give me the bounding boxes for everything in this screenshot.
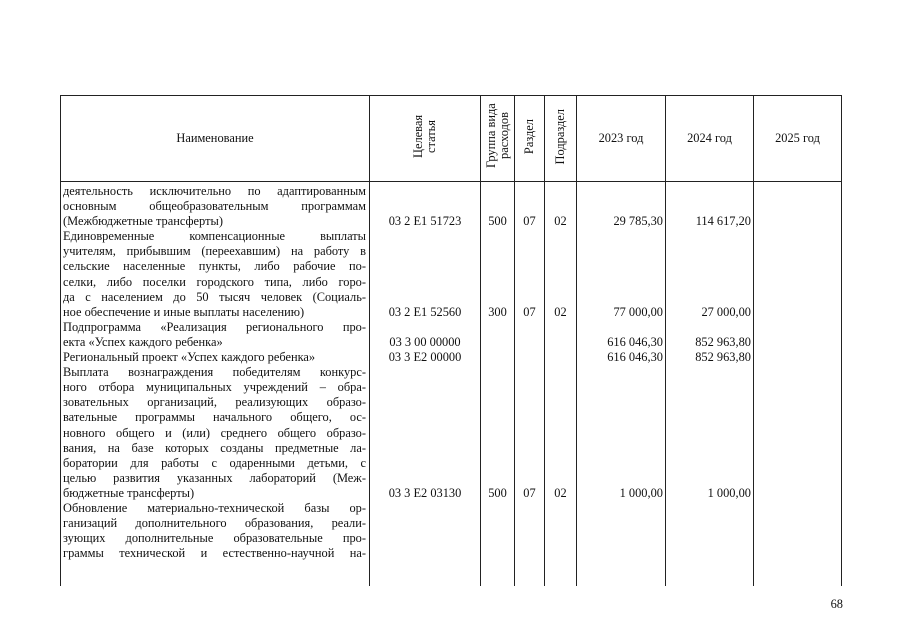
cell-y2023 — [577, 259, 663, 274]
cell-y2024 — [666, 426, 751, 441]
cell-subsection — [545, 290, 576, 305]
row-name-line: зовательных организаций, реализующих образо- — [63, 395, 366, 410]
row-name-line: вательные программы начального общего, ос- — [63, 410, 366, 425]
cell-subsection — [545, 441, 576, 456]
row-name-line: вания, на базе которых созданы предметные ла- — [63, 440, 366, 455]
cell-group — [481, 335, 514, 350]
row-name-line: деятельность исключительно по адаптированным — [63, 184, 366, 198]
cell-code — [370, 531, 480, 546]
cell-section — [515, 456, 544, 471]
cell-subsection — [545, 516, 576, 531]
cell-y2025 — [754, 320, 839, 335]
row-name-line: основным общеобразовательным программам — [63, 199, 366, 214]
cell-code — [370, 290, 480, 305]
table-body-row — [61, 182, 842, 587]
cell-subsection — [545, 259, 576, 274]
cell-y2023 — [577, 531, 663, 546]
cell-y2025 — [754, 516, 839, 531]
cell-y2023 — [577, 441, 663, 456]
cell-group: 500 — [488, 485, 507, 500]
cell-subsection — [545, 546, 576, 561]
row-name-line: ное обеспечение и иные выплаты населению) — [63, 304, 305, 319]
row-name-line: боратории для работы с одаренными детьми, с — [63, 455, 366, 470]
cell-y2025 — [754, 531, 839, 546]
cell-section — [515, 290, 544, 305]
cell-y2023: 616 046,30 — [607, 350, 663, 365]
cell-subsection — [545, 501, 576, 516]
cell-section — [515, 546, 544, 561]
row-name-line: учителям, прибывшим (переехавшим) на работу в — [63, 244, 366, 259]
cell-y2024 — [666, 410, 751, 425]
cell-y2023 — [577, 471, 663, 486]
cell-code: 03 2 E1 52560 — [388, 304, 462, 319]
cell-section — [515, 380, 544, 395]
cell-y2025 — [754, 410, 839, 425]
cell-subsection: 02 — [554, 214, 567, 229]
header-2024: 2024 год — [666, 96, 754, 182]
cell-section — [515, 516, 544, 531]
cell-y2024 — [666, 290, 751, 305]
cell-y2023 — [577, 365, 663, 380]
cell-section — [515, 275, 544, 290]
cell-y2025 — [754, 259, 839, 274]
cell-y2025 — [754, 395, 839, 410]
cell-section — [515, 350, 544, 365]
cell-group — [481, 259, 514, 274]
header-target-article: Целевая статья — [370, 96, 481, 182]
header-2023: 2023 год — [577, 96, 666, 182]
cell-code — [370, 244, 480, 259]
cell-section: 07 — [523, 214, 536, 229]
cell-code — [370, 259, 480, 274]
cell-y2024 — [666, 259, 751, 274]
cell-group — [481, 199, 514, 214]
cell-y2023 — [577, 275, 663, 290]
cell-y2025 — [754, 214, 839, 229]
cell-section — [515, 531, 544, 546]
row-name-line: да с населением до 50 тысяч человек (Социаль- — [63, 289, 366, 304]
cell-y2024: 114 617,20 — [695, 214, 751, 229]
cell-section — [515, 244, 544, 259]
cell-group — [481, 395, 514, 410]
cell-code — [370, 516, 480, 531]
cell-group — [481, 441, 514, 456]
row-name-line: Выплата вознаграждения победителям конкурс- — [63, 365, 366, 380]
cell-section — [515, 395, 544, 410]
cell-subsection — [545, 365, 576, 380]
cell-subsection — [545, 199, 576, 214]
cell-group — [481, 380, 514, 395]
header-2025: 2025 год — [754, 96, 842, 182]
cell-section — [515, 320, 544, 335]
cell-y2023 — [577, 380, 663, 395]
cell-y2023: 77 000,00 — [613, 304, 663, 319]
cell-section — [515, 335, 544, 350]
section-column — [515, 182, 545, 587]
header-name: Наименование — [61, 96, 370, 182]
cell-subsection: 02 — [554, 304, 567, 319]
cell-y2025 — [754, 441, 839, 456]
cell-subsection — [545, 380, 576, 395]
cell-y2024 — [666, 456, 751, 471]
cell-subsection — [545, 410, 576, 425]
cell-y2025 — [754, 290, 839, 305]
cell-y2025 — [754, 501, 839, 516]
cell-y2023 — [577, 184, 663, 199]
year-2023-column — [577, 182, 666, 587]
cell-y2023 — [577, 410, 663, 425]
cell-group — [481, 456, 514, 471]
row-name-line: граммы технической и естественно-научной на- — [63, 546, 366, 561]
cell-y2024 — [666, 546, 751, 561]
cell-y2024: 852 963,80 — [695, 334, 751, 349]
cell-y2023 — [577, 244, 663, 259]
cell-y2023 — [577, 199, 663, 214]
row-name-line: новного общего и (или) среднего общего образо- — [63, 425, 366, 440]
cell-subsection — [545, 531, 576, 546]
cell-code: 03 3 E2 00000 — [388, 350, 462, 365]
cell-group — [481, 350, 514, 365]
cell-y2023 — [577, 546, 663, 561]
cell-y2023 — [577, 516, 663, 531]
cell-y2023 — [577, 456, 663, 471]
cell-section — [515, 501, 544, 516]
cell-section — [515, 426, 544, 441]
cell-y2024 — [666, 184, 751, 199]
row-name-line: екта «Успех каждого ребенка» — [63, 334, 223, 349]
cell-y2025 — [754, 199, 839, 214]
cell-y2024 — [666, 471, 751, 486]
cell-subsection — [545, 275, 576, 290]
cell-section — [515, 365, 544, 380]
cell-y2024 — [666, 199, 751, 214]
cell-y2023 — [577, 395, 663, 410]
cell-code — [370, 365, 480, 380]
row-name-line: зующих дополнительные образовательные про- — [63, 531, 366, 546]
cell-y2024 — [666, 320, 751, 335]
cell-group: 300 — [488, 304, 507, 319]
cell-y2025 — [754, 350, 839, 365]
cell-group — [481, 410, 514, 425]
cell-subsection — [545, 320, 576, 335]
cell-y2025 — [754, 426, 839, 441]
cell-code — [370, 380, 480, 395]
cell-group — [481, 229, 514, 244]
cell-code — [370, 471, 480, 486]
header-section: Раздел — [515, 96, 545, 182]
cell-code — [370, 410, 480, 425]
row-name-line: ного отбора муниципальных учреждений – обра- — [63, 380, 366, 395]
cell-code: 03 3 E2 03130 — [388, 485, 462, 500]
cell-section — [515, 184, 544, 199]
cell-code: 03 3 00 00000 — [389, 334, 461, 349]
header-expense-group: Группа вида расходов — [481, 96, 515, 182]
expense-group-column — [481, 182, 515, 587]
cell-subsection — [545, 456, 576, 471]
cell-code — [370, 501, 480, 516]
cell-y2025 — [754, 275, 839, 290]
cell-group: 500 — [488, 214, 507, 229]
cell-code: 03 2 E1 51723 — [388, 214, 462, 229]
row-name-line: (Межбюджетные трансферты) — [63, 214, 223, 229]
cell-group — [481, 516, 514, 531]
cell-section — [515, 229, 544, 244]
cell-section: 07 — [523, 304, 536, 319]
subsection-column — [545, 182, 577, 587]
header-row — [61, 96, 842, 182]
cell-y2025 — [754, 380, 839, 395]
row-name-line: Региональный проект «Успех каждого ребенка» — [63, 350, 316, 365]
cell-code — [370, 199, 480, 214]
year-2025-column — [754, 182, 842, 587]
cell-group — [481, 546, 514, 561]
cell-y2024: 27 000,00 — [701, 304, 751, 319]
cell-subsection — [545, 184, 576, 199]
cell-y2024: 852 963,80 — [695, 350, 751, 365]
cell-y2024 — [666, 229, 751, 244]
row-name-line: Подпрограмма «Реализация регионального про- — [63, 319, 366, 334]
cell-section — [515, 410, 544, 425]
cell-y2024 — [666, 244, 751, 259]
cell-subsection — [545, 471, 576, 486]
cell-group — [481, 184, 514, 199]
cell-y2023 — [577, 320, 663, 335]
cell-subsection — [545, 350, 576, 365]
cell-y2023: 1 000,00 — [619, 485, 663, 500]
budget-table — [60, 95, 842, 586]
cell-y2023 — [577, 290, 663, 305]
cell-subsection — [545, 426, 576, 441]
cell-subsection: 02 — [554, 485, 567, 500]
row-name-line: Единовременные компенсационные выплаты — [63, 229, 366, 244]
cell-group — [481, 531, 514, 546]
cell-y2024: 1 000,00 — [707, 485, 751, 500]
cell-code — [370, 275, 480, 290]
cell-code — [370, 441, 480, 456]
cell-y2024 — [666, 365, 751, 380]
cell-y2023 — [577, 426, 663, 441]
cell-y2025 — [754, 305, 839, 320]
cell-y2025 — [754, 244, 839, 259]
cell-section — [515, 259, 544, 274]
cell-group — [481, 471, 514, 486]
row-name-line: селки, либо поселки городского типа, либо горо- — [63, 274, 366, 289]
cell-group — [481, 426, 514, 441]
cell-y2024 — [666, 395, 751, 410]
header-subsection: Подраздел — [545, 96, 577, 182]
page-number: 68 — [830, 597, 843, 611]
cell-section — [515, 199, 544, 214]
row-name-line: целью развития указанных лабораторий (Меж- — [63, 470, 366, 485]
cell-y2024 — [666, 501, 751, 516]
cell-y2024 — [666, 380, 751, 395]
target-article-column — [370, 182, 481, 587]
cell-group — [481, 365, 514, 380]
cell-y2024 — [666, 441, 751, 456]
cell-y2025 — [754, 365, 839, 380]
cell-y2023 — [577, 229, 663, 244]
cell-code — [370, 456, 480, 471]
name-column — [61, 182, 370, 587]
cell-code — [370, 229, 480, 244]
cell-subsection — [545, 335, 576, 350]
row-name-line: бюджетные трансферты) — [63, 485, 195, 500]
cell-y2025 — [754, 471, 839, 486]
cell-subsection — [545, 229, 576, 244]
cell-subsection — [545, 244, 576, 259]
cell-y2023 — [577, 501, 663, 516]
cell-y2025 — [754, 184, 839, 199]
cell-y2023: 616 046,30 — [607, 334, 663, 349]
cell-y2025 — [754, 546, 839, 561]
cell-group — [481, 275, 514, 290]
cell-y2024 — [666, 531, 751, 546]
row-name-line: ганизаций дополнительного образования, реали- — [63, 516, 366, 531]
cell-group — [481, 244, 514, 259]
cell-group — [481, 320, 514, 335]
year-2024-column — [666, 182, 754, 587]
cell-code — [370, 426, 480, 441]
cell-y2025 — [754, 486, 839, 501]
cell-code — [370, 395, 480, 410]
cell-code — [370, 546, 480, 561]
cell-section: 07 — [523, 485, 536, 500]
cell-y2025 — [754, 229, 839, 244]
cell-y2025 — [754, 335, 839, 350]
row-name-line: Обновление материально-технической базы ор- — [63, 500, 366, 515]
cell-y2024 — [666, 516, 751, 531]
cell-subsection — [545, 395, 576, 410]
row-name-line: сельские населенные пункты, либо рабочие по- — [63, 259, 366, 274]
cell-section — [515, 441, 544, 456]
cell-code — [370, 184, 480, 199]
cell-group — [481, 290, 514, 305]
cell-code — [370, 320, 480, 335]
cell-group — [481, 501, 514, 516]
cell-y2024 — [666, 275, 751, 290]
cell-section — [515, 471, 544, 486]
cell-y2025 — [754, 456, 839, 471]
cell-y2023: 29 785,30 — [613, 214, 663, 229]
